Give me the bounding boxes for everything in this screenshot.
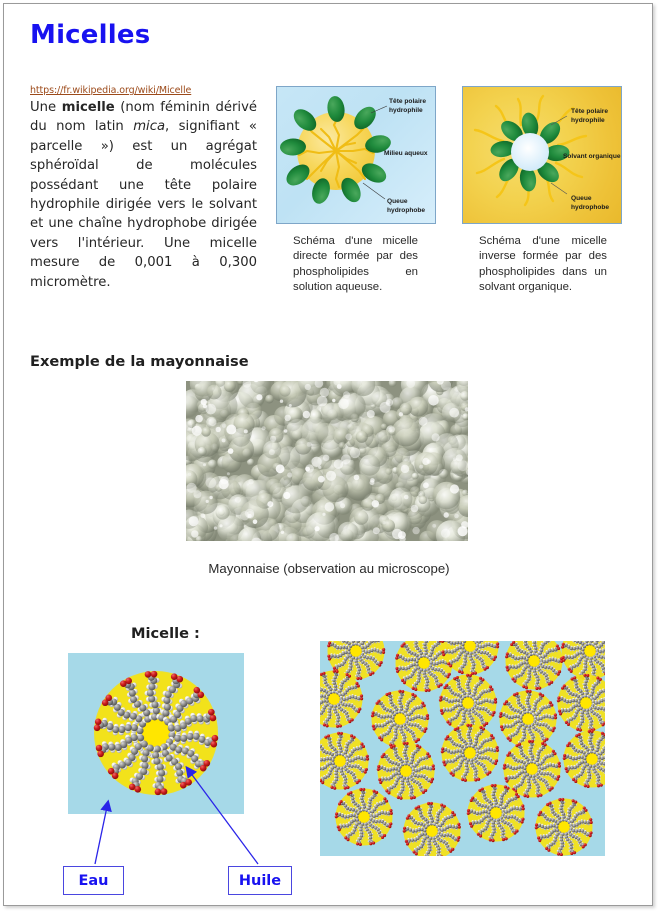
mayonnaise-microscope-photo	[186, 381, 468, 541]
caption-direct-micelle: Schéma d'une micelle directe formée par des phospholipides en solution aqueuse.	[293, 235, 418, 293]
label-tail-direct: Queue hydrophobe	[387, 198, 426, 214]
intro-column	[30, 85, 257, 292]
mayonnaise-photo-svg	[186, 381, 468, 541]
micelle-field-illustration	[320, 641, 605, 856]
label-medium-inverse: Solvant organique	[563, 153, 621, 160]
micelle-molecular-model	[68, 653, 244, 814]
label-head-direct: Tête polaire hydrophile	[389, 98, 427, 114]
schema-direct-micelle	[276, 86, 436, 224]
micelle-single-svg	[68, 653, 244, 814]
micelle-field-svg	[320, 641, 605, 856]
label-tail-inverse: Queue hydrophobe	[571, 195, 610, 211]
caption-inverse-micelle: Schéma d'une micelle inverse formée par des phospholipides dans un solvant organique.	[479, 235, 607, 293]
schema-inverse-micelle	[462, 86, 622, 224]
heading-micelle: Micelle :	[131, 625, 200, 642]
page-title: Micelles	[30, 20, 151, 50]
label-medium-direct: Milieu aqueux	[384, 150, 428, 157]
heading-mayonnaise-example: Exemple de la mayonnaise	[30, 353, 249, 370]
callout-eau[interactable]: Eau	[63, 866, 124, 895]
label-head-inverse: Tête polaire hydrophile	[571, 108, 609, 124]
wikipedia-source-link[interactable]: https://fr.wikipedia.org/wiki/Micelle	[30, 85, 192, 96]
callout-huile[interactable]: Huile	[228, 866, 292, 895]
intro-paragraph: Une micelle (nom féminin dérivé du nom latin mica, signifiant « parcelle ») est un agrégat sphéroïdal de molécules possédant une tête polaire hydrophile dirigée vers le solvant et une chaîne hydrophobe dirigée vers l'intérieur. Une micelle mesure de 0,001 à 0,300 micromètre.	[30, 100, 257, 290]
caption-mayonnaise-photo: Mayonnaise (observation au microscope)	[208, 561, 450, 576]
